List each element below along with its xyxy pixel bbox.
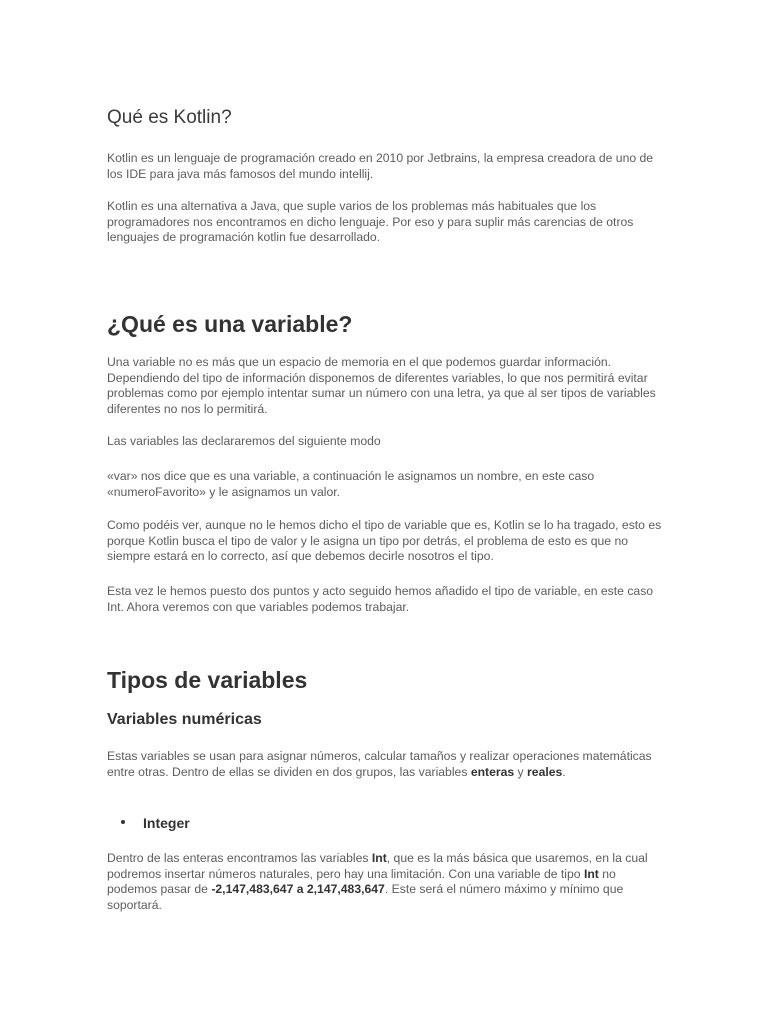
variable-types-heading: Tipos de variables: [107, 667, 308, 693]
explicit-type-paragraph: Esta vez le hemos puesto dos puntos y acto seguido hemos añadido el tipo de variable, en este caso Int. Ahora veremos con que variables podemos trabajar.: [107, 584, 654, 614]
int-bold-1: Int: [371, 851, 387, 865]
numeric-variables-paragraph: [107, 749, 662, 780]
int-range-bold: -2,147,483,647 a 2,147,483,647: [211, 882, 385, 897]
var-keyword-paragraph: «var» nos dice que es una variable, a continuación le asignamos un nombre, en este caso «numeroFavorito» y le asignamos un valor.: [107, 469, 595, 499]
variable-definition-paragraph: Una variable no es más que un espacio de memoria en el que podemos guardar información. Dependiendo del tipo de información disponemos de diferentes variables, lo que nos permitirá evitar problemas como por ejemplo intentar sumar un número con una letra, ya que al ser tipos de variables diferentes no nos lo permitirá.: [107, 355, 656, 416]
numeric-end: .: [562, 764, 566, 779]
bullet-icon: [121, 820, 125, 824]
enteras-bold: enteras: [470, 764, 515, 779]
integer-paragraph: [107, 851, 662, 913]
kotlin-intro-paragraph: Kotlin es un lenguaje de programación creado en 2010 por Jetbrains, la empresa creadora de uno de los IDE para java más famosos del mundo intellij.: [107, 151, 654, 181]
variable-declaration-paragraph: Las variables las declararemos del siguiente modo: [107, 434, 381, 448]
numeric-text: Estas variables se usan para asignar números, calcular tamaños y realizar operaciones matemáticas entre otras. Dentro de ellas se dividen en dos grupos, las variables: [107, 749, 652, 779]
numeric-mid: y: [514, 764, 528, 779]
integer-list-item: [121, 815, 190, 831]
variable-heading: ¿Qué es una variable?: [107, 311, 353, 337]
integer-label: Integer: [143, 815, 190, 831]
int-text-e: no podemos pasar de: [107, 866, 616, 897]
reales-bold: reales: [527, 764, 563, 779]
int-bold-2: Int: [583, 866, 599, 881]
kotlin-heading: Qué es Kotlin?: [107, 107, 232, 128]
numeric-variables-subheading: Variables numéricas: [107, 711, 262, 728]
kotlin-alternative-paragraph: Kotlin es una alternativa a Java, que suple varios de los problemas más habituales que los programadores nos encontramos en dicho lenguaje. Por eso y para suplir más carencias de otros lenguajes de programación kotlin fue desarrollado.: [107, 199, 634, 245]
int-text-g: . Este será el número máximo y mínimo que soportará.: [107, 882, 624, 912]
type-inference-paragraph: Como podéis ver, aunque no le hemos dicho el tipo de variable que es, Kotlin se lo ha tragado, esto es porque Kotlin busca el tipo de valor y le asigna un tipo por detrás, el problema de esto es que no siempre estará en lo correcto, así que debemos decirle nosotros el tipo.: [107, 518, 662, 564]
int-text-a: Dentro de las enteras encontramos las variables: [107, 851, 372, 865]
int-text-c: , que es la más básica que usaremos, en la cual podremos insertar números naturales, pero hay una limitación. Con una variable de tipo: [107, 851, 648, 881]
